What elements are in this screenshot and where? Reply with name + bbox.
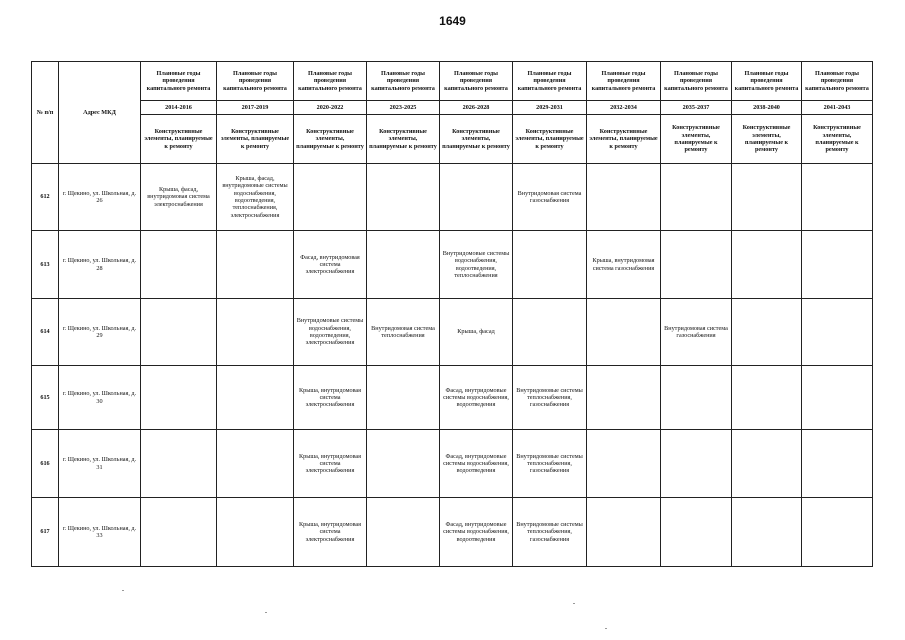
repair-cell	[587, 164, 661, 231]
repair-cell	[217, 366, 294, 430]
repair-cell: Внутридомовые системы водоснабжения, водоотведения, теплоснабжения	[440, 231, 513, 299]
repair-cell: Внутридомовые системы теплоснабжения, газоснабжения	[513, 430, 587, 498]
plan-header: Плановые годы проведения капитального ремонта	[587, 62, 661, 101]
row-address: г. Щекино, ул. Школьная, д. 26	[59, 164, 141, 231]
repair-cell	[513, 299, 587, 366]
repair-cell	[732, 366, 802, 430]
repair-cell	[141, 231, 217, 299]
table-row	[32, 231, 873, 299]
plan-header: Плановые годы проведения капитального ремонта	[440, 62, 513, 101]
repair-cell	[732, 430, 802, 498]
repair-cell	[217, 299, 294, 366]
repair-cell	[802, 366, 873, 430]
repair-cell	[661, 231, 732, 299]
repair-cell	[802, 299, 873, 366]
repair-cell	[513, 231, 587, 299]
elements-header: Конструктивные элементы, планируемые к ремонту	[141, 115, 217, 164]
period-cell: 2017-2019	[217, 101, 294, 115]
period-cell: 2038-2040	[732, 101, 802, 115]
row-number: 616	[32, 430, 59, 498]
row-address: г. Щекино, ул. Школьная, д. 29	[59, 299, 141, 366]
repair-cell	[732, 231, 802, 299]
repair-cell: Внутридомовые системы теплоснабжения, газоснабжения	[513, 366, 587, 430]
header-row-years	[32, 101, 873, 115]
repair-cell	[367, 164, 440, 231]
plan-header: Плановые годы проведения капитального ремонта	[141, 62, 217, 101]
repair-cell	[367, 366, 440, 430]
row-number: 614	[32, 299, 59, 366]
repair-cell	[440, 164, 513, 231]
repair-cell: Крыша, фасад, внутридомовые системы водоснабжения, водоотведения, теплоснабжения, электроснабжения	[217, 164, 294, 231]
repair-cell: Крыша, внутридомовая система электроснабжения	[294, 430, 367, 498]
period-cell: 2014-2016	[141, 101, 217, 115]
elements-header: Конструктивные элементы, планируемые к ремонту	[661, 115, 732, 164]
plan-header: Плановые годы проведения капитального ремонта	[802, 62, 873, 101]
repair-cell: Фасад, внутридомовые системы водоснабжения, водоотведения	[440, 366, 513, 430]
plan-header: Плановые годы проведения капитального ремонта	[217, 62, 294, 101]
num-header: № п/п	[32, 62, 59, 164]
repair-cell	[802, 430, 873, 498]
plan-header: Плановые годы проведения капитального ремонта	[732, 62, 802, 101]
header-row-plan	[32, 62, 873, 101]
period-cell: 2035-2037	[661, 101, 732, 115]
table-row	[32, 164, 873, 231]
elements-header: Конструктивные элементы, планируемые к ремонту	[217, 115, 294, 164]
repair-cell	[802, 164, 873, 231]
period-cell: 2041-2043	[802, 101, 873, 115]
plan-header: Плановые годы проведения капитального ремонта	[294, 62, 367, 101]
page-number: 1649	[439, 14, 466, 28]
row-number: 617	[32, 498, 59, 567]
repair-cell	[587, 299, 661, 366]
repair-cell	[661, 430, 732, 498]
elements-header: Конструктивные элементы, планируемые к ремонту	[732, 115, 802, 164]
repair-cell: Фасад, внутридомовая система электроснабжения	[294, 231, 367, 299]
period-cell: 2026-2028	[440, 101, 513, 115]
repair-cell	[802, 498, 873, 567]
plan-header: Плановые годы проведения капитального ремонта	[367, 62, 440, 101]
repair-cell: Крыша, фасад, внутридомовая система электроснабжения	[141, 164, 217, 231]
row-number: 612	[32, 164, 59, 231]
elements-header: Конструктивные элементы, планируемые к ремонту	[587, 115, 661, 164]
period-cell: 2020-2022	[294, 101, 367, 115]
repair-cell: Внутридомовые системы теплоснабжения, газоснабжения	[513, 498, 587, 567]
row-address: г. Щекино, ул. Школьная, д. 30	[59, 366, 141, 430]
repair-cell	[732, 498, 802, 567]
repair-cell: Фасад, внутридомовые системы водоснабжения, водоотведения	[440, 498, 513, 567]
capital-repair-table	[31, 61, 873, 567]
repair-cell	[587, 430, 661, 498]
repair-cell	[141, 299, 217, 366]
table-row	[32, 430, 873, 498]
scan-speck	[265, 612, 267, 613]
address-header: Адрес МКД	[59, 62, 141, 164]
repair-cell	[294, 164, 367, 231]
repair-cell	[141, 366, 217, 430]
row-address: г. Щекино, ул. Школьная, д. 33	[59, 498, 141, 567]
period-cell: 2029-2031	[513, 101, 587, 115]
header-row-elements	[32, 115, 873, 164]
elements-header: Конструктивные элементы, планируемые к ремонту	[802, 115, 873, 164]
repair-cell	[367, 430, 440, 498]
row-address: г. Щекино, ул. Школьная, д. 31	[59, 430, 141, 498]
repair-cell	[217, 498, 294, 567]
elements-header: Конструктивные элементы, планируемые к ремонту	[294, 115, 367, 164]
repair-cell: Внутридомовая система газоснабжения	[661, 299, 732, 366]
repair-cell	[661, 366, 732, 430]
repair-cell	[217, 430, 294, 498]
elements-header: Конструктивные элементы, планируемые к ремонту	[440, 115, 513, 164]
row-number: 613	[32, 231, 59, 299]
table-row	[32, 366, 873, 430]
repair-cell: Внутридомовая система газоснабжения	[513, 164, 587, 231]
repair-cell: Крыша, фасад	[440, 299, 513, 366]
period-cell: 2023-2025	[367, 101, 440, 115]
row-number: 615	[32, 366, 59, 430]
scan-speck	[122, 590, 124, 591]
repair-cell	[367, 231, 440, 299]
elements-header: Конструктивные элементы, планируемые к ремонту	[367, 115, 440, 164]
repair-cell	[217, 231, 294, 299]
repair-cell: Крыша, внутридомовая система электроснабжения	[294, 498, 367, 567]
repair-cell: Фасад, внутридомовые системы водоснабжения, водоотведения	[440, 430, 513, 498]
row-address: г. Щекино, ул. Школьная, д. 28	[59, 231, 141, 299]
repair-cell: Крыша, внутридомовая система газоснабжения	[587, 231, 661, 299]
repair-cell	[587, 498, 661, 567]
elements-header: Конструктивные элементы, планируемые к ремонту	[513, 115, 587, 164]
repair-cell	[661, 164, 732, 231]
repair-cell: Внутридомовая система теплоснабжения	[367, 299, 440, 366]
plan-header: Плановые годы проведения капитального ремонта	[661, 62, 732, 101]
plan-header: Плановые годы проведения капитального ремонта	[513, 62, 587, 101]
scan-speck	[573, 603, 575, 604]
repair-cell	[732, 299, 802, 366]
period-cell: 2032-2034	[587, 101, 661, 115]
repair-cell	[141, 498, 217, 567]
repair-cell	[367, 498, 440, 567]
repair-cell	[802, 231, 873, 299]
repair-cell	[141, 430, 217, 498]
repair-cell	[661, 498, 732, 567]
repair-cell	[732, 164, 802, 231]
scan-speck	[605, 628, 607, 629]
repair-cell	[587, 366, 661, 430]
table-row	[32, 498, 873, 567]
repair-cell: Внутридомовые системы водоснабжения, водоотведения, электроснабжения	[294, 299, 367, 366]
repair-cell: Крыша, внутридомовая система электроснабжения	[294, 366, 367, 430]
table-row	[32, 299, 873, 366]
